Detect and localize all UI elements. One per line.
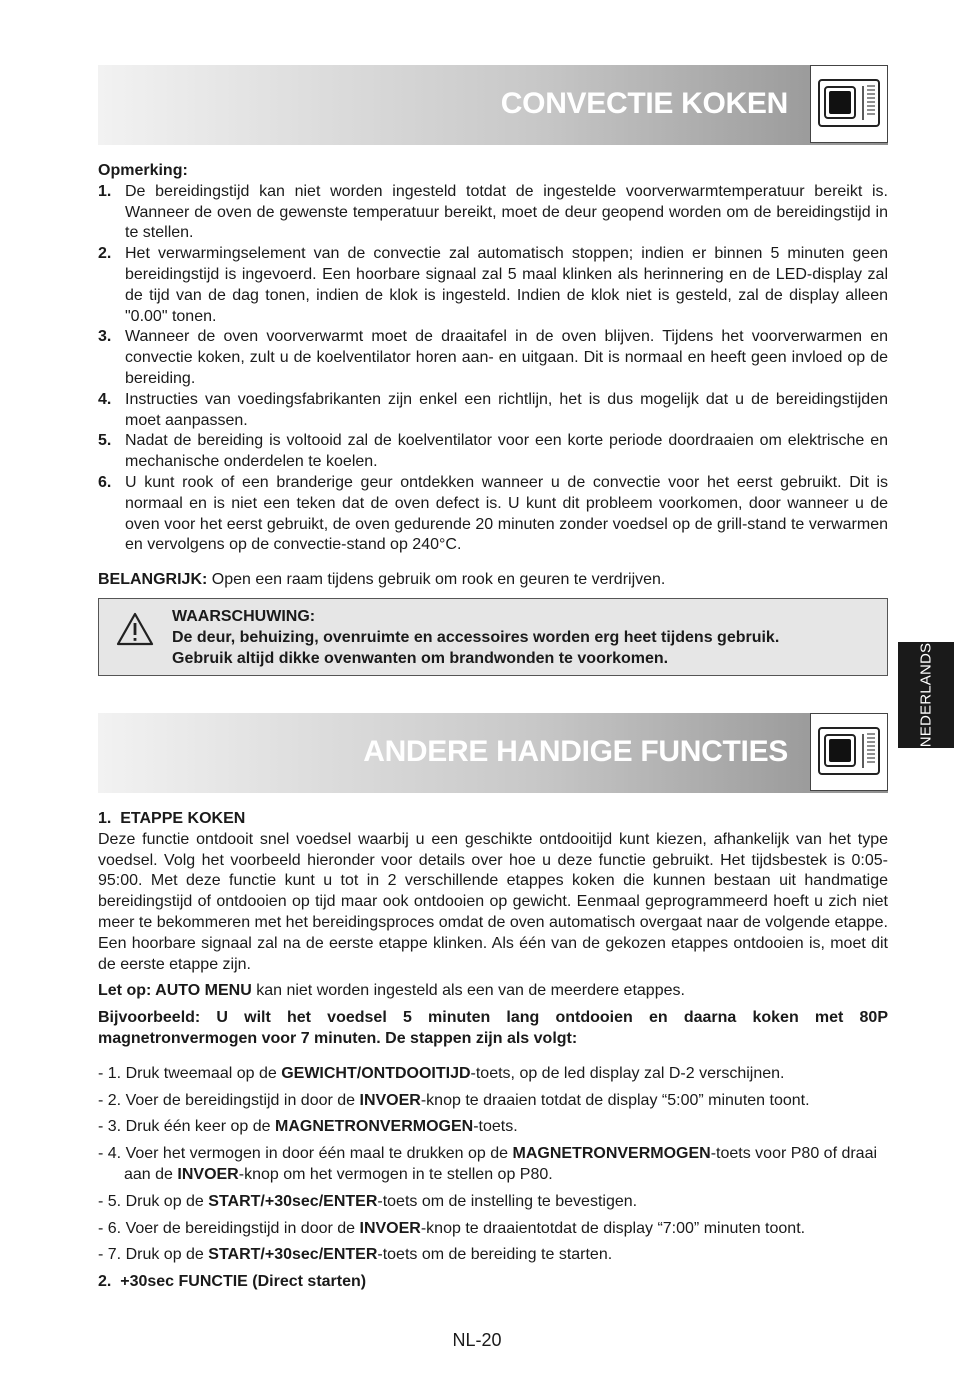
section-title: ANDERE HANDIGE FUNCTIES [363, 735, 788, 768]
item-number: 6. [98, 473, 112, 491]
list-item [98, 390, 888, 432]
subsection-title: ETAPPE KOKEN [120, 810, 246, 827]
item-text: Het verwarmingselement van de convectie zal automatisch stoppen; indien er binnen 5 minuten geen bereidingstijd is ingevoerd. Een hoorbare signaal zal 5 maal klinken als herinnering en de LED-display zal de tijd van de dag tonen, indien de klok is ingesteld. Indien de klok niet is gesteld, zal de display alleen "0.00" tonen. [125, 245, 888, 325]
warning-text [172, 606, 873, 669]
warning-line: De deur, behuizing, ovenruimte en accessoires worden erg heet tijdens gebruik. [172, 629, 780, 646]
notes-block [98, 161, 888, 556]
microwave-oven-icon [817, 76, 881, 132]
list-item [98, 431, 888, 473]
notes-list [98, 182, 888, 556]
section-banner-andere [98, 713, 888, 793]
item-number: 5. [98, 432, 112, 450]
important-text: Open een raam tijdens gebruik om rook en geuren te verdrijven. [207, 571, 666, 588]
item-text: Nadat de bereiding is voltooid zal de koelventilator voor een korte periode doordraaien om elektrische en mechanische onderdelen te koelen. [125, 432, 888, 471]
item-text: Wanneer de oven voorverwarmt moet de draaitafel in de oven blijven. Tijdens het voorverwarmen en convectie koken, zult u de koelventilator horen aan- en uitgaan. Dit is normaal en heeft geen invloed op de bereiding. [125, 328, 888, 387]
subsection-heading [98, 1272, 888, 1293]
warning-triangle-icon [115, 611, 155, 647]
item-number: 3. [98, 328, 112, 346]
item-number: 2. [98, 245, 112, 263]
section-title: CONVECTIE KOKEN [500, 87, 788, 120]
intro-paragraph: Deze functie ontdooit snel voedsel waarbij u een geschikte ontdooitijd kunt kiezen, afhankelijk van het type voedsel. Volg het voorbeeld hieronder voor details over hoe u deze functie gebruikt. Het tijdsbestek is 0:05-95:00. Met deze functie kunt u tot in 2 verschillende etappes koken die kunnen bestaan uit handmatige bereidingstijd of ontdooien op tijd maar ook ontdooien op gewicht. Eenmaal geprogrammeerd hoeft u zich niet meer te bekommeren met het bereidingsproces omdat de oven automatisch overgaat naar de volgende etappe. Een hoorbare signaal zal na de eerste etappe klinken. Als één van de gekozen etappes ontdooien is, moet dit de eerste etappe zijn. [98, 830, 888, 973]
important-label: BELANGRIJK: [98, 571, 208, 588]
oven-icon-box [810, 65, 888, 143]
list-item: - 2. Voer de bereidingstijd in door de INVOER-knop te draaien totdat de display “5:00” minuten toont. [98, 1091, 810, 1109]
list-item: - 4. Voer het vermogen in door één maal te drukken op de MAGNETRONVERMOGEN-toets voor P80 of draai aan de INVOER-knop om het vermogen in te stellen op P80. [98, 1145, 878, 1183]
item-text: U kunt rook of een branderige geur ontdekken wanneer u de convectie voor het eerst gebruikt. Dit is normaal en is niet een teken dat de oven defect is. U kunt dit probleem voorkomen, door wanneer u de oven voor het eerst gebruikt, de oven gedurende 20 minuten zonder voedsel op de grill-stand te verwarmen en vervolgens op de convectie-stand op 240°C. [125, 473, 888, 554]
letop-label: Let op: AUTO MENU [98, 982, 252, 1000]
list-item: - 3. Druk één keer op de MAGNETRONVERMOGEN-toets. [98, 1118, 518, 1136]
oven-icon-box [810, 713, 888, 791]
list-item [98, 182, 888, 244]
microwave-oven-icon [817, 724, 881, 780]
subsection-number: 1. [98, 810, 112, 827]
note-heading: Opmerking: [98, 162, 188, 179]
list-item: - 6. Voer de bereidingstijd in door de INVOER-knop te draaientotdat de display “7:00” minuten toont. [98, 1219, 806, 1237]
language-label: NEDERLANDS [917, 642, 935, 748]
list-item [98, 327, 888, 389]
warning-box [98, 598, 888, 676]
warning-title: WAARSCHUWING: [172, 608, 316, 625]
letop-text: kan niet worden ingesteld als een van de meerdere etappes. [251, 982, 685, 1000]
list-item [98, 244, 888, 327]
example-paragraph: Bijvoorbeeld: U wilt het voedsel 5 minuten lang ontdooien en daarna koken met 80P magnetronvermogen voor 7 minuten. De stappen zijn als volgt: [98, 1009, 888, 1047]
section2-body [98, 809, 888, 1293]
subsection-number: 2. [98, 1273, 112, 1291]
subsection-title: +30sec FUNCTIE (Direct starten) [120, 1273, 367, 1291]
list-item: - 1. Druk tweemaal op de GEWICHT/ONTDOOITIJD-toets, op de led display zal D-2 verschijnen. [98, 1064, 785, 1082]
steps-list [98, 1064, 888, 1266]
item-text: De bereidingstijd kan niet worden ingesteld totdat de ingestelde voorverwarmtemperatuur bereikt is. Wanneer de oven de gewenste temperatuur bereikt, moet de deur geopend worden om de bereidingstijd in te stellen. [125, 182, 888, 242]
subsection-heading [98, 809, 888, 830]
page-number: NL-20 [452, 1330, 502, 1350]
important-note [98, 570, 888, 591]
item-number: 4. [98, 390, 112, 408]
list-item: - 5. Druk op de START/+30sec/ENTER-toets om de instelling te bevestigen. [98, 1192, 638, 1210]
item-number: 1. [98, 182, 112, 200]
language-side-tab [898, 642, 954, 748]
list-item [98, 473, 888, 556]
letop-note [98, 981, 888, 1002]
list-item: - 7. Druk op de START/+30sec/ENTER-toets om de bereiding te starten. [98, 1246, 613, 1264]
section-banner-convectie [98, 65, 888, 145]
item-text: Instructies van voedingsfabrikanten zijn enkel een richtlijn, het is dus mogelijk dat u de bereidingstijden moet aanpassen. [125, 390, 888, 429]
warning-line: Gebruik altijd dikke ovenwanten om brandwonden te voorkomen. [172, 650, 669, 667]
